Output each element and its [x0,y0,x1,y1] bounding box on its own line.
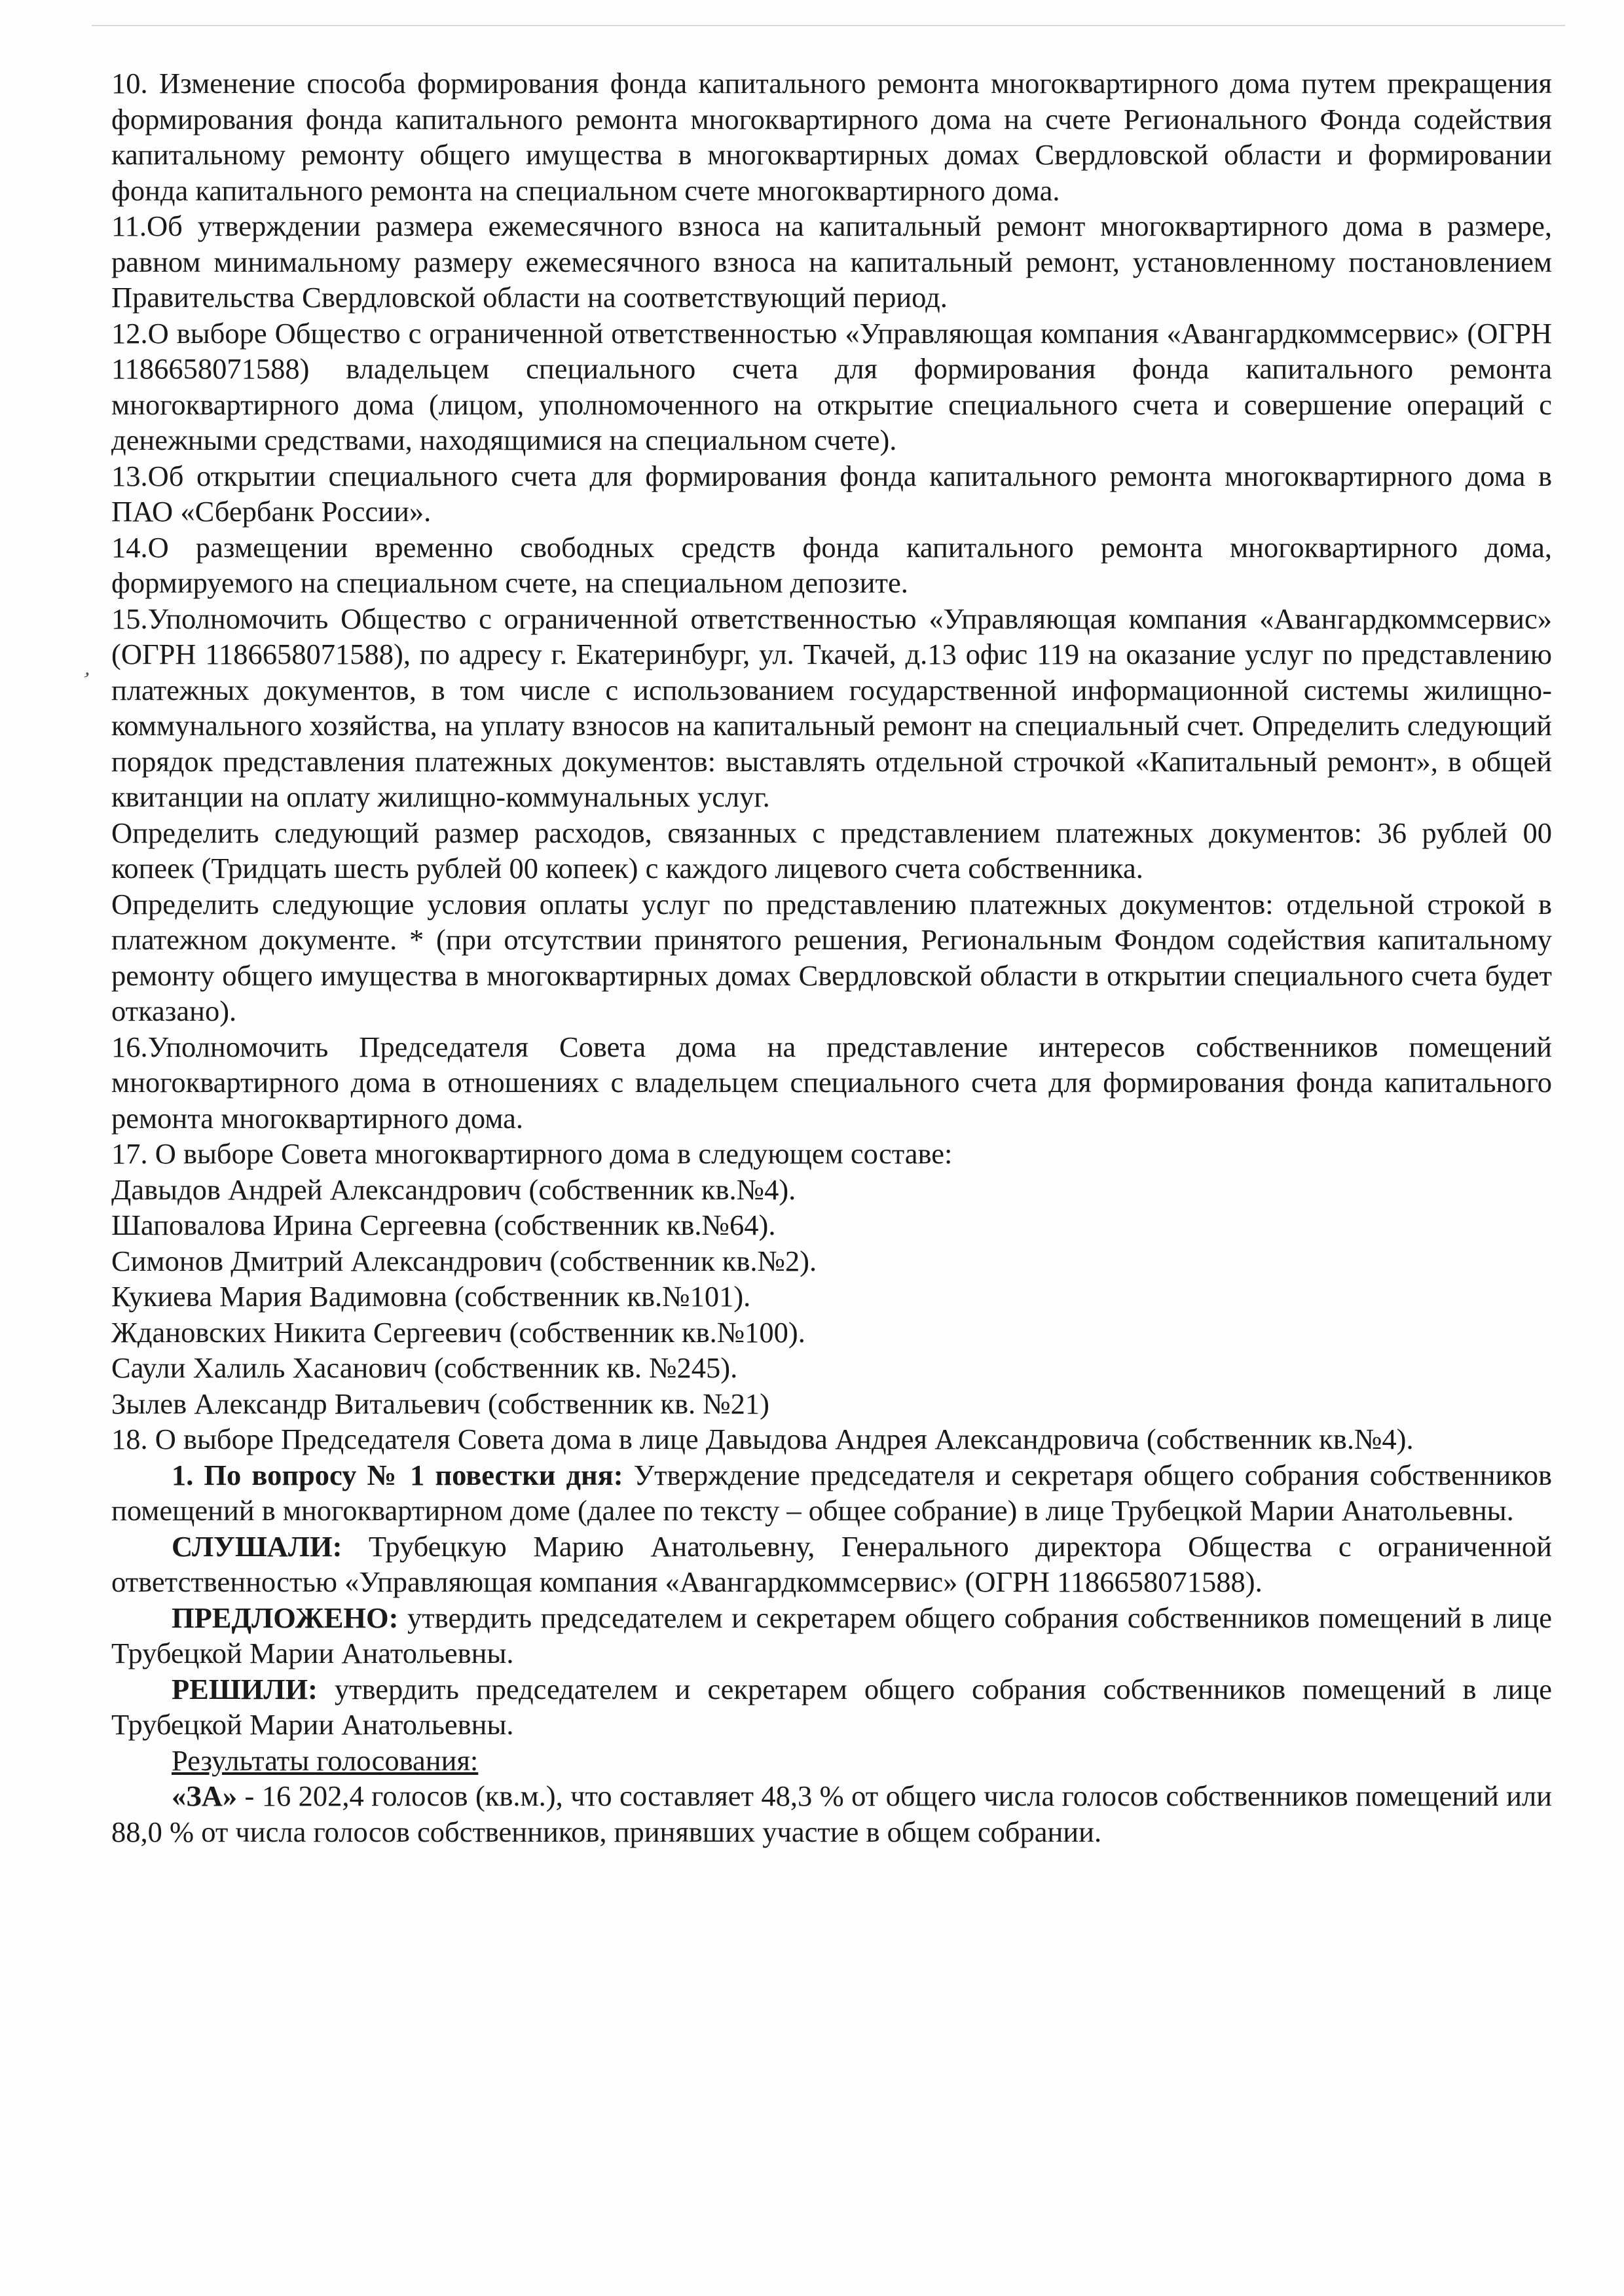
proposed-label: ПРЕДЛОЖЕНО: [172,1601,399,1634]
decided-label: РЕШИЛИ: [172,1672,318,1705]
vote-for-label: «ЗА» [172,1779,238,1812]
council-member: Шаповалова Ирина Сергеевна (собственник кв.№64). [111,1209,776,1241]
results-heading-paragraph [111,1743,1552,1779]
agenda-item-15-terms: Определить следующие условия оплаты услуг по представлению платежных документов: отдельной строкой в платежном документе. * (при отсутствии принятого решения, Региональным Фондом содействия капитальному ремонту общего имущества в многоквартирных домах Свердловской области в открытии специального счета будет отказано). [111,887,1552,1027]
proposed-text: утвердить председателем и секретарем общего собрания собственников помещений в лице Трубецкой Марии Анатольевны. [111,1601,1552,1669]
council-member: Зылев Александр Витальевич (собственник кв. №21) [111,1387,769,1420]
question-1-text: Утверждение председателя и секретаря общего собрания собственников помещений в многоквартирном доме (далее по тексту – общее собрание) в лице Трубецкой Марии Анатольевны. [111,1458,1552,1527]
agenda-item-10: 10. Изменение способа формирования фонда капитального ремонта многоквартирного дома путем прекращения формирования фонда капитального ремонта многоквартирного дома на счете Регионального Фонда содействия капитальному ремонту общего имущества в многоквартирных домах Свердловской области и формировании фонда капитального ремонта на специальном счете многоквартирного дома. [111,67,1552,207]
vote-for-text: - 16 202,4 голосов (кв.м.), что составляет 48,3 % от общего числа голосов собственников помещений или 88,0 % от числа голосов собственников, принявших участие в общем собрании. [111,1779,1552,1848]
results-heading: Результаты голосования: [172,1743,479,1777]
vote-for-paragraph [111,1778,1552,1850]
agenda-item-15: 15.Уполномочить Общество с ограниченной ответственностью «Управляющая компания «Авангардкоммсервис» (ОГРН 1186658071588), по адресу г. Екатеринбург, ул. Ткачей, д.13 офис 119 на оказание услуг по представлению платежных документов, в том числе с использованием государственной информационной системы жилищно-коммунального хозяйства, на уплату взносов на капитальный ремонт на специальный счет. Определить следующий порядок представления платежных документов: выставлять отдельной строчкой «Капитальный ремонт», в общей квитанции на оплату жилищно-коммунальных услуг. [111,602,1552,813]
heard-label: СЛУШАЛИ: [172,1529,342,1563]
council-member: Саули Халиль Хасанович (собственник кв. №245). [111,1351,738,1384]
question-1-paragraph [111,1457,1552,1529]
council-member: Ждановских Никита Сергеевич (собственник кв.№100). [111,1315,805,1349]
agenda-item-15-costs: Определить следующий размер расходов, связанных с представлением платежных документов: 36 рублей 00 копеек (Тридцать шесть рублей 00 копеек) с каждого лицевого счета собственника. [111,816,1552,884]
agenda-item-17: 17. О выборе Совета многоквартирного дома в следующем составе: [111,1137,953,1170]
council-member: Давыдов Андрей Александрович (собственник кв.№4). [111,1173,796,1206]
question-1-heading: 1. По вопросу № 1 повестки дня: [172,1458,623,1491]
heard-text: Трубецкую Марию Анатольевну, Генерального директора Общества с ограниченной ответственностью «Управляющая компания «Авангардкоммсервис» (ОГРН 1186658071588). [111,1529,1552,1598]
agenda-item-14: 14.О размещении временно свободных средств фонда капитального ремонта многоквартирного дома, формируемого на специальном счете, на специальном депозите. [111,530,1552,599]
document-body [111,65,1552,1850]
margin-mark: ’ [77,667,93,693]
agenda-item-13: 13.Об открытии специального счета для формирования фонда капитального ремонта многоквартирного дома в ПАО «Сбербанк России». [111,459,1552,528]
agenda-item-12: 12.О выборе Общество с ограниченной ответственностью «Управляющая компания «Авангардкоммсервис» (ОГРН 1186658071588) владельцем специального счета для формирования фонда капитального ремонта многоквартирного дома (лицом, уполномоченного на открытие специального счета и совершение операций с денежными средствами, находящимися на специальном счете). [111,316,1552,456]
decided-text: утвердить председателем и секретарем общего собрания собственников помещений в лице Трубецкой Марии Анатольевны. [111,1672,1552,1741]
agenda-item-16: 16.Уполномочить Председателя Совета дома на представление интересов собственников помещений многоквартирного дома в отношениях с владельцем специального счета для формирования фонда капитального ремонта многоквартирного дома. [111,1030,1552,1135]
agenda-item-11: 11.Об утверждении размера ежемесячного взноса на капитальный ремонт многоквартирного дома в размере, равном минимальному размеру ежемесячного взноса на капитальный ремонт, установленному постановлением Правительства Свердловской области на соответствующий период. [111,210,1552,314]
council-member: Кукиева Мария Вадимовна (собственник кв.№101). [111,1280,751,1313]
scan-edge-line [92,25,1565,26]
heard-paragraph [111,1529,1552,1600]
council-member: Симонов Дмитрий Александрович (собственник кв.№2). [111,1244,817,1277]
agenda-item-18: 18. О выборе Председателя Совета дома в лице Давыдова Андрея Александровича (собственник кв.№4). [111,1423,1414,1455]
proposed-paragraph [111,1600,1552,1671]
decided-paragraph [111,1671,1552,1743]
council-member-list [111,1172,1552,1422]
